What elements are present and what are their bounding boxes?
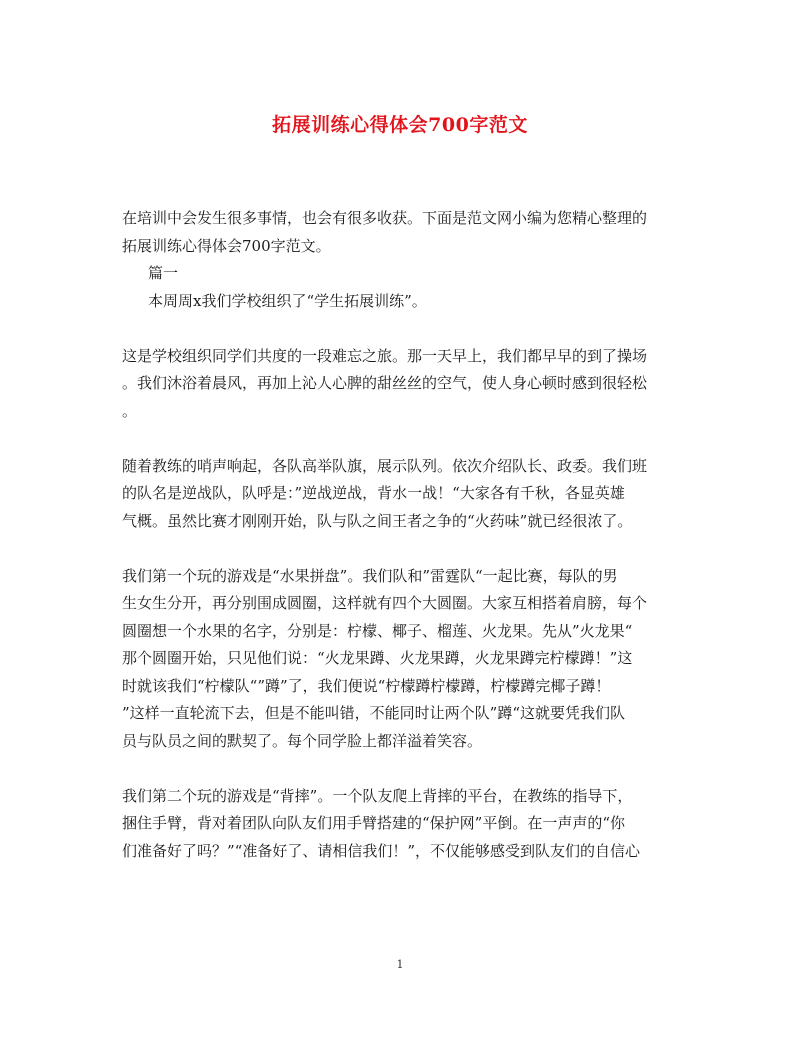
body-line: 员与队员之间的默契了。每个同学脸上都洋溢着笑容。 bbox=[122, 731, 483, 750]
body-line: 气概。虽然比赛才刚刚开始，队与队之间王者之争的“火药味”就已经很浓了。 bbox=[122, 511, 633, 530]
body-line: 这是学校组织同学们共度的一段难忘之旅。那一天早上，我们都早早的到了操场 bbox=[122, 346, 648, 365]
body-line: 时就该我们“柠檬队“”蹲”了，我们便说“柠檬蹲柠檬蹲，柠檬蹲完椰子蹲！ bbox=[122, 676, 611, 695]
paragraph-gap bbox=[122, 425, 682, 453]
body-line: 我们第一个玩的游戏是“水果拼盘”。我们队和”雷霆队“一起比赛，每队的男 bbox=[122, 566, 618, 585]
body-line: 。我们沐浴着晨风，再加上沁人心脾的甜丝丝的空气，使人身心顿时感到很轻松 bbox=[122, 374, 648, 392]
body-line: 在培训中会发生很多事情，也会有很多收获。下面是范文网小编为您精心整理的 bbox=[122, 209, 648, 227]
body-line: 拓展训练心得体会700字范文。 bbox=[122, 236, 331, 255]
body-line: 圆圈想一个水果的名字，分别是：柠檬、椰子、榴莲、火龙果。先从”火龙果“ bbox=[122, 621, 633, 640]
body-line: 生女生分开，再分别围成圆圈，这样就有四个大圆圈。大家互相搭着肩膀，每个 bbox=[122, 594, 648, 612]
page-number: 1 bbox=[396, 958, 404, 971]
document-body bbox=[122, 205, 682, 865]
body-line: 。 bbox=[122, 401, 138, 420]
paragraph-gap bbox=[122, 535, 682, 563]
section-heading: 篇一 bbox=[148, 264, 179, 282]
body-line: 我们第二个玩的游戏是“背摔”。一个队友爬上背摔的平台，在教练的指导下， bbox=[122, 786, 633, 805]
body-line: ”这样一直轮流下去，但是不能叫错，不能同时让两个队”蹲“这就要凭我们队 bbox=[122, 704, 626, 722]
paragraph-gap bbox=[122, 315, 682, 343]
paragraph-gap bbox=[122, 755, 682, 783]
body-line: 的队名是逆战队，队呼是：”逆战逆战，背水一战！“大家各有千秋，各显英雄 bbox=[122, 484, 625, 502]
body-line: 们准备好了吗？”“准备好了、请相信我们！”，不仅能够感受到队友们的自信心 bbox=[122, 841, 641, 860]
body-line: 本周周x我们学校组织了“学生拓展训练”。 bbox=[148, 291, 427, 310]
body-line: 随着教练的哨声响起，各队高举队旗，展示队列。依次介绍队长、政委。我们班 bbox=[122, 456, 648, 475]
body-line: 捆住手臂，背对着团队向队友们用手臂搭建的“保护网”平倒。在一声声的“你 bbox=[122, 814, 626, 832]
document-title: 拓展训练心得体会700字范文 bbox=[272, 114, 528, 136]
body-line: 那个圆圈开始，只见他们说：“火龙果蹲、火龙果蹲，火龙果蹲完柠檬蹲！”这 bbox=[122, 649, 633, 667]
